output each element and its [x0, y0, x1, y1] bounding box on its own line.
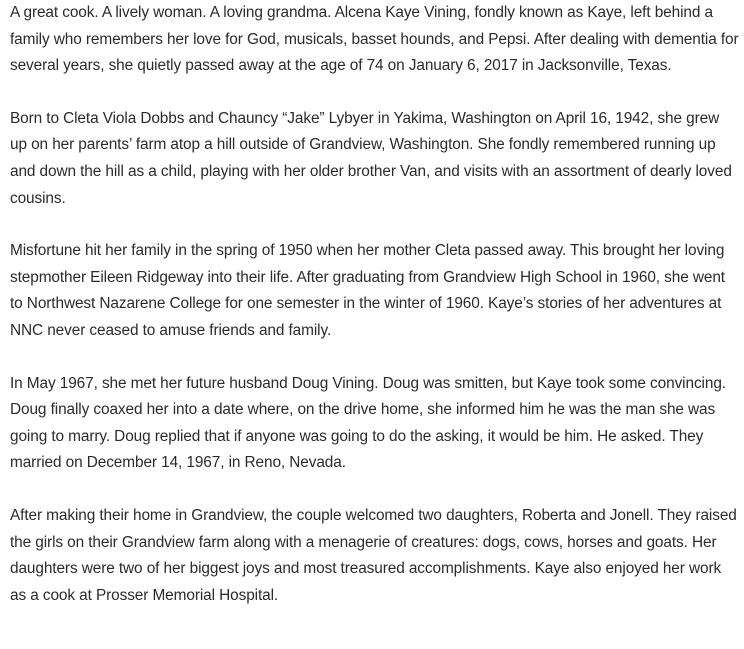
paragraph-marriage: In May 1967, she met her future husband Doug Vining. Doug was smitten, but Kaye took some convincing. Doug finally coaxed her into a date where, on the drive home, she informed him he was the man she was going to marry. Doug replied that if anyone was going to do the asking, it would be him. He asked. They married on December 14, 1967, in Reno, Nevada.	[10, 374, 726, 472]
paragraph-education: Misfortune hit her family in the spring of 1950 when her mother Cleta passed away. This brought her loving stepmother Eileen Ridgeway into their life. After graduating from Grandview High School in 1960, she went to Northwest Nazarene College for one semester in the winter of 1960. Kaye’s stories of her adventures at NNC never ceased to amuse friends and family.	[10, 242, 725, 339]
paragraph-early-life: Born to Cleta Viola Dobbs and Chauncy “Jake” Lybyer in Yakima, Washington on April 16, 1942, she grew up on her parents’ farm atop a hill outside of Grandview, Washington. She fondly remembered running up and down the hill as a child, playing with her older brother Van, and visits with an assortment of dearly loved cousins.	[10, 109, 732, 207]
paragraph-intro: A great cook. A lively woman. A loving grandma. Alcena Kaye Vining, fondly known as Kaye, left behind a family who remembers her love for God, musicals, basset hounds, and Pepsi. After dealing with dementia for several years, she quietly passed away at the age of 74 on January 6, 2017 in Jacksonville, Texas.	[10, 4, 739, 75]
paragraph-family: After making their home in Grandview, the couple welcomed two daughters, Roberta and Jonell. They raised the girls on their Grandview farm along with a menagerie of creatures: dogs, cows, horses and goats. Her daughters were two of her biggest joys and most treasured accomplishments. Kaye also enjoyed her work as a cook at Prosser Memorial Hospital.	[10, 506, 737, 604]
